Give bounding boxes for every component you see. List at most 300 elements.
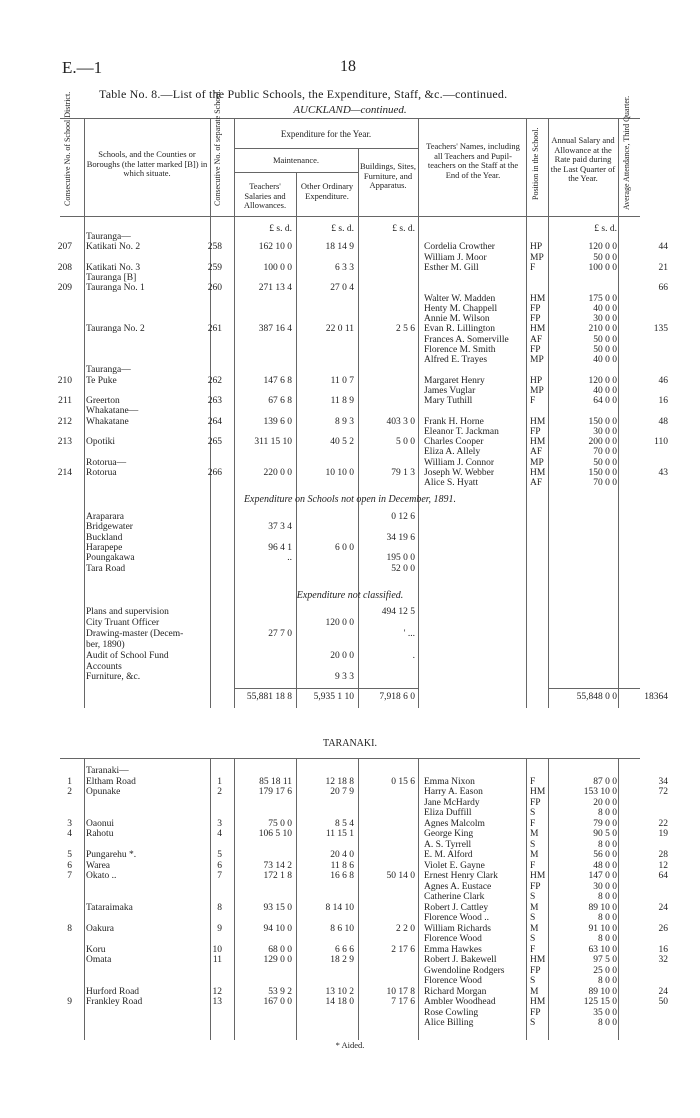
cell-other: 6 3 3 [335,262,354,273]
cell-school-no: 10 [212,944,222,955]
cell-school-no: 1 [217,776,222,787]
cell-annual: 35 0 0 [593,1007,617,1018]
cell-salaries: 311 15 10 [254,437,292,447]
cell-buildings: 494 12 5 [381,607,415,617]
table-row [0,1008,700,1019]
cell-attendance: 46 [658,375,668,386]
cell-other: 12 18 8 [325,776,354,787]
cell-position: MP [530,385,544,396]
cell-position: HM [530,437,546,447]
cell-district-no: 9 [67,997,72,1007]
cell-district-no: 6 [67,860,72,871]
units-other: £ s. d. [331,224,354,234]
cell-teacher: Frank H. Horne [424,416,484,427]
cell-school: Opotiki [86,437,116,447]
cell-teacher: Mary Tuthill [424,396,473,406]
cell-school-no: 2 [217,787,222,797]
table-row [0,924,700,935]
cell-annual: 87 0 0 [593,776,617,787]
cell-teacher: Esther M. Gill [424,262,479,273]
cell-position: S [530,976,536,986]
table-row [0,607,700,618]
cell-other: 6 6 6 [335,944,354,955]
cell-teacher: Joseph W. Webber [424,467,495,478]
cell-attendance: 66 [658,283,668,294]
table-row [0,766,700,777]
cell-salaries: 85 18 11 [259,776,292,787]
cell-school-no: 259 [207,262,222,273]
cell-annual: 91 10 0 [588,923,617,934]
cell-position: MP [530,252,544,263]
cell-attendance: 50 [658,997,668,1007]
cell-teacher: Margaret Henry [424,375,485,386]
cell-item: Furniture, &c. [86,672,141,683]
cell-position: HM [530,871,546,881]
table-row [0,871,700,882]
cell-district-no: 211 [58,396,72,406]
cell-position: HM [530,324,546,335]
cell-annual: 8 0 0 [598,808,617,818]
header-consec-district: Consecutive No. of School District. [63,91,72,206]
cell-teacher: Florence Wood [424,976,482,986]
cell-other: 16 6 8 [330,871,354,881]
header-consec-school: Consecutive No. of separate School. [213,89,222,206]
cell-salaries: 37 3 4 [268,522,292,533]
cell-position: HP [530,242,543,253]
cell-buildings: 2 2 0 [396,923,415,934]
table-row [0,777,700,788]
table-row [0,997,700,1008]
total-salaries: 55,881 18 8 [246,692,292,702]
cell-other: 11 0 7 [330,375,354,386]
cell-position: F [530,776,536,787]
cell-teacher: James Vuglar [424,385,476,396]
cell-annual: 40 0 0 [593,385,617,396]
cell-annual: 63 10 0 [588,944,617,955]
cell-annual: 70 0 0 [593,447,617,458]
cell-buildings: 10 17 8 [386,986,415,997]
cell-school-no: 6 [217,860,222,871]
cell-teacher: Eliza Duffill [424,808,472,818]
cell-other: 8 14 10 [325,902,354,913]
table-row [0,618,700,629]
cell-teacher: Richard Morgan [424,986,487,997]
table-row [0,976,700,987]
region-auckland: AUCKLAND—continued. [293,104,407,116]
cell-attendance: 12 [658,860,668,871]
page-number: 18 [340,58,356,75]
cell-annual: 25 0 0 [593,965,617,976]
cell-school: Tauranga [B] [86,273,137,283]
table-row [0,651,700,662]
cell-buildings: 52 0 0 [391,563,415,574]
cell-position: HM [530,997,546,1007]
table-title: Table No. 8.—List of the Public Schools, the Expenditure, Staff, &c.—continued. [99,87,508,101]
cell-annual: 79 0 0 [593,818,617,829]
table-row [0,945,700,956]
cell-buildings: 34 19 6 [386,532,415,543]
cell-other: 20 0 0 [330,650,354,661]
cell-annual: 64 0 0 [593,396,617,406]
cell-annual: 8 0 0 [598,839,617,850]
cell-other: 8 6 10 [330,923,354,934]
cell-annual: 20 0 0 [593,797,617,808]
cell-other: 18 14 9 [325,242,354,253]
cell-district-no: 210 [57,375,72,386]
cell-annual: 50 0 0 [593,252,617,263]
cell-annual: 100 0 0 [588,262,617,273]
table-row [0,787,700,798]
cell-salaries: 75 0 0 [268,818,292,829]
cell-position: S [530,934,536,944]
cell-annual: 8 0 0 [598,976,617,986]
cell-other: 11 8 6 [330,860,354,871]
table-row [0,840,700,851]
cell-school-no: 4 [217,829,222,839]
cell-school: Rotorua [86,467,117,478]
cell-position: AF [530,478,543,488]
cell-buildings: . [412,650,415,661]
cell-salaries: 68 0 0 [268,944,292,955]
cell-item: Buckland [86,532,123,543]
totals-rule [234,688,418,689]
cell-school: Tataraimaka [86,902,133,913]
note-not-open: Expenditure on Schools not open in December, 1891. [243,494,457,505]
cell-attendance: 64 [658,871,668,881]
cell-annual: 8 0 0 [598,1018,617,1028]
cell-school-no: 5 [217,850,222,860]
cell-buildings: ' ... [403,628,415,639]
units-buildings: £ s. d. [392,224,415,234]
cell-position: HM [530,416,546,427]
cell-salaries: 179 17 6 [258,787,292,797]
cell-item: Drawing-master (Decem- [86,628,184,639]
cell-district-no: 209 [57,283,72,294]
cell-annual: 30 0 0 [593,314,617,324]
cell-teacher: George King [424,829,474,839]
cell-school-no: 8 [217,902,222,913]
cell-school-no: 265 [207,437,222,447]
total-other: 5,935 1 10 [313,692,354,702]
cell-attendance: 22 [658,818,668,829]
cell-district-no: 1 [67,776,72,787]
cell-attendance: 72 [658,787,668,797]
cell-position: AF [530,447,543,458]
cell-other: 11 8 9 [330,396,354,406]
cell-school: Oakura [86,923,114,934]
cell-school: Oaonui [86,818,114,829]
cell-district-no: 2 [67,787,72,797]
cell-school: Greerton [86,396,120,406]
cell-school-no: 3 [217,818,222,829]
cell-buildings: 50 14 0 [386,871,415,881]
header-attendance: Average Attendance, Third Quarter. [622,95,631,210]
table-row [0,882,700,893]
header-buildings: Buildings, Sites, Furniture, and Apparatus. [360,161,416,190]
note-not-classified: Expenditure not classified. [296,590,404,601]
cell-position: MP [530,355,544,365]
cell-position: FP [530,965,541,976]
cell-position: HM [530,293,546,304]
cell-position: FP [530,426,541,437]
cell-school: Te Puke [86,375,117,386]
cell-other: 9 3 3 [335,672,354,683]
cell-annual: 120 0 0 [588,375,617,386]
cell-annual: 90 5 0 [593,829,617,839]
cell-other: 18 2 9 [330,955,354,965]
cell-salaries: 129 0 0 [263,955,292,965]
cell-teacher: William J. Connor [424,457,495,468]
cell-annual: 120 0 0 [588,242,617,253]
cell-school-no: 261 [207,324,222,335]
cell-item: Araparara [86,512,124,522]
cell-position: F [530,944,536,955]
cell-annual: 8 0 0 [598,892,617,902]
cell-attendance: 16 [658,944,668,955]
cell-item: Plans and supervision [86,607,169,617]
cell-district-no: 7 [67,871,72,881]
table-row [0,564,700,575]
cell-position: S [530,1018,536,1028]
cell-teacher: Ambler Woodhead [424,997,496,1007]
cell-salaries: 162 10 0 [258,242,292,253]
cell-buildings: 5 0 0 [396,437,415,447]
cell-school: Rotorua— [86,457,127,468]
cell-district-no: 8 [67,923,72,934]
cell-position: HM [530,787,546,797]
cell-salaries: 93 15 0 [263,902,292,913]
cell-position: M [530,902,539,913]
cell-school: Opunake [86,787,121,797]
cell-school: Tauranga— [86,232,131,242]
cell-teacher: Harry A. Eason [424,787,483,797]
cell-item: City Truant Officer [86,617,160,628]
cell-school: Frankley Road [86,997,143,1007]
cell-position: FP [530,344,541,355]
cell-teacher: Cordelia Crowther [424,242,495,253]
cell-school-no: 264 [207,416,222,427]
cell-other: 13 10 2 [325,986,354,997]
cell-position: S [530,839,536,850]
cell-buildings: 0 12 6 [391,512,415,522]
cell-district-no: 3 [67,818,72,829]
table-row [0,672,700,683]
table-row [0,966,700,977]
cell-teacher: Alfred E. Trayes [424,355,488,365]
table-row [0,808,700,819]
cell-buildings: 195 0 0 [386,553,415,564]
cell-position: HM [530,467,546,478]
cell-teacher: Alice Billing [424,1018,474,1028]
table-row [0,798,700,809]
cell-position: AF [530,334,543,345]
cell-district-no: 208 [57,262,72,273]
cell-salaries: 271 13 4 [258,283,292,294]
cell-salaries: 53 9 2 [268,986,292,997]
cell-item: Accounts [86,661,122,672]
cell-position: F [530,818,536,829]
header-annual: Annual Salary and Allowance at the Rate paid during the Last Quarter of the Year. [550,135,616,183]
cell-attendance: 135 [653,324,668,335]
cell-salaries: 73 14 2 [263,860,292,871]
cell-annual: 48 0 0 [593,860,617,871]
cell-item: Harapepe [86,542,123,553]
cell-position: S [530,913,536,923]
cell-teacher: A. S. Tyrrell [424,839,472,850]
cell-salaries: 172 1 8 [263,871,292,881]
cell-attendance: 24 [658,986,668,997]
cell-teacher: Charles Cooper [424,437,484,447]
cell-attendance: 26 [658,923,668,934]
region-taranaki: TARANAKI. [323,738,377,749]
cell-teacher: Robert J. Bakewell [424,955,497,965]
cell-attendance: 21 [658,262,668,273]
cell-teacher: Florence Wood [424,934,482,944]
cell-salaries: 94 10 0 [263,923,292,934]
cell-school: Omata [86,955,112,965]
cell-teacher: Violet E. Gayne [424,860,485,871]
cell-item: Poungakawa [86,553,135,564]
cell-teacher: Ernest Henry Clark [424,871,498,881]
cell-school-no: 258 [207,242,222,253]
header-maintenance: Maintenance. [272,155,320,165]
table-row [0,1018,700,1029]
cell-other: 27 0 4 [330,283,354,294]
cell-school-no: 11 [212,955,222,965]
cell-teacher: Henty M. Chappell [424,303,498,314]
cell-annual: 50 0 0 [593,344,617,355]
cell-other: 8 5 4 [335,818,354,829]
cell-position: M [530,923,539,934]
cell-school: Okato .. [86,871,117,881]
cell-district-no: 213 [57,437,72,447]
cell-attendance: 34 [658,776,668,787]
cell-school: Hurford Road [86,986,140,997]
cell-buildings: 2 5 6 [396,324,415,335]
cell-attendance: 19 [658,829,668,839]
cell-annual: 150 0 0 [588,416,617,427]
cell-school-no: 262 [207,375,222,386]
cell-item: ber, 1890) [86,639,125,650]
cell-attendance: 43 [658,467,668,478]
cell-position: M [530,850,539,860]
cell-annual: 8 0 0 [598,913,617,923]
cell-annual: 200 0 0 [588,437,617,447]
cell-salaries: 147 6 8 [263,375,292,386]
table-row [0,829,700,840]
cell-annual: 50 0 0 [593,457,617,468]
cell-annual: 30 0 0 [593,881,617,892]
header-other: Other Ordinary Expenditure. [300,181,354,201]
cell-school-no: 12 [212,986,222,997]
cell-buildings: 0 15 6 [391,776,415,787]
cell-item: Bridgewater [86,522,133,533]
cell-position: S [530,808,536,818]
cell-teacher: Jane McHardy [424,797,480,808]
cell-teacher: Rose Cowling [424,1007,479,1018]
cell-school: Whakatane [86,416,129,427]
cell-salaries: 220 0 0 [263,467,292,478]
cell-teacher: Frances A. Somerville [424,334,509,345]
taranaki-top-rule [60,758,640,759]
cell-school: Tauranga No. 1 [86,283,145,294]
table-row [0,662,700,673]
cell-teacher: Emma Nixon [424,776,475,787]
table-row [0,913,700,924]
table-row [0,819,700,830]
units-salaries: £ s. d. [269,224,292,234]
cell-school: Tauranga No. 2 [86,324,145,335]
table-row [0,478,700,489]
cell-position: M [530,829,539,839]
cell-district-no: 5 [67,850,72,860]
cell-annual: 40 0 0 [593,303,617,314]
cell-other: 14 18 0 [325,997,354,1007]
cell-school-no: 13 [212,997,222,1007]
cell-teacher: Florence Wood .. [424,913,490,923]
cell-school-no: 9 [217,923,222,934]
table-top-rule [60,118,640,119]
cell-teacher: Emma Hawkes [424,944,482,955]
expenditure-rule [234,148,418,149]
header-salaries: Teachers' Salaries and Allowances. [243,181,287,210]
cell-annual: 150 0 0 [588,467,617,478]
cell-school: Whakatane— [86,406,139,417]
cell-other: 11 15 1 [325,829,354,839]
cell-teacher: Robert J. Cattley [424,902,489,913]
cell-item: Audit of School Fund [86,650,169,661]
cell-position: S [530,892,536,902]
cell-salaries: 139 6 0 [263,416,292,427]
cell-school: Taranaki— [86,766,129,776]
table-row [0,850,700,861]
header-bottom-rule [60,216,640,217]
cell-school: Eltham Road [86,776,136,787]
cell-district-no: 207 [57,242,72,253]
cell-annual: 8 0 0 [598,934,617,944]
cell-school: Rahotu [86,829,114,839]
cell-teacher: William J. Moor [424,252,487,263]
cell-annual: 50 0 0 [593,334,617,345]
cell-position: FP [530,881,541,892]
report-code: E.—1 [62,58,103,77]
cell-annual: 175 0 0 [588,293,617,304]
units-annual: £ s. d. [594,224,617,234]
cell-annual: 125 15 0 [583,997,617,1007]
table-row [0,987,700,998]
cell-position: F [530,262,536,273]
cell-other: 8 9 3 [335,416,354,427]
cell-school: Katikati No. 2 [86,242,141,253]
cell-teacher: Gwendoline Rodgers [424,965,505,976]
total-attendance: 18364 [644,692,668,702]
cell-position: FP [530,303,541,314]
cell-attendance: 32 [658,955,668,965]
table-row [0,955,700,966]
cell-annual: 210 0 0 [588,324,617,335]
footnote-aided: * Aided. [335,1040,365,1050]
cell-attendance: 16 [658,396,668,406]
cell-teacher: Catherine Clark [424,892,485,902]
totals-row [0,692,700,703]
cell-district-no: 4 [67,829,72,839]
cell-salaries: 387 16 4 [258,324,292,335]
cell-position: FP [530,797,541,808]
cell-teacher: Agnes Malcolm [424,818,485,829]
cell-other: 22 0 11 [325,324,354,335]
cell-attendance: 24 [658,902,668,913]
cell-school-no: 266 [207,467,222,478]
